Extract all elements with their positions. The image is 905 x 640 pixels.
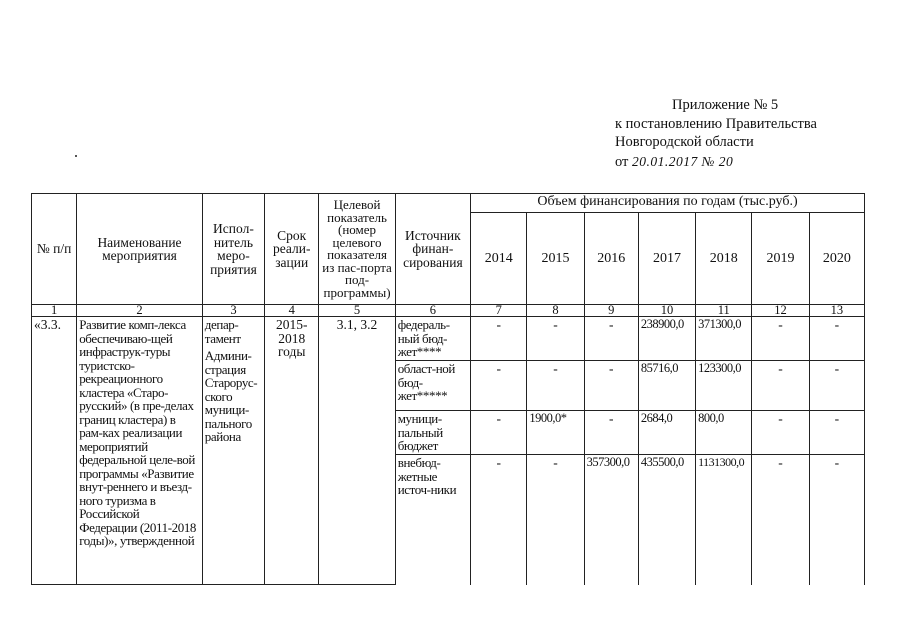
value-cell: 435500,0: [638, 455, 695, 585]
value-cell: -: [471, 317, 527, 361]
scan-speck: [75, 155, 77, 157]
measure-name: Развитие комп-лекса обеспечиваю-щей инфраструк-туры туристско-рекреационного кластера «Старо-русский» (в пре-делах границ кластера) в рам-ках реализации мероприятий федеральной целе-вой программы «Развитие внут-реннего и въезд-ного туризма в Российской Федерации (2011-2018 годы)», утвержденной: [77, 317, 203, 585]
col-header-source: Источник финан-сирования: [395, 194, 470, 305]
col-header-funding: Объем финансирования по годам (тыс.руб.): [471, 194, 865, 213]
year-2014: 2014: [471, 213, 527, 305]
value-cell: -: [809, 317, 864, 361]
col-number: 8: [527, 305, 584, 317]
appendix-date-line: [615, 152, 733, 172]
year-2015: 2015: [527, 213, 584, 305]
executor-admin: Админи-страция Старорус-ского муници-пального района: [204, 348, 258, 444]
term-cell: 2015-2018 годы: [265, 317, 319, 585]
value-cell: -: [809, 455, 864, 585]
year-2020: 2020: [809, 213, 864, 305]
value-cell: -: [752, 361, 809, 411]
source-name: област-ной бюд-жет*****: [395, 361, 470, 411]
value-cell: -: [752, 455, 809, 585]
value-cell: 1900,0*: [527, 411, 584, 455]
year-2016: 2016: [584, 213, 638, 305]
value-cell: 238900,0: [638, 317, 695, 361]
col-number: 1: [32, 305, 77, 317]
value-cell: -: [752, 317, 809, 361]
col-number: 13: [809, 305, 864, 317]
value-cell: -: [527, 361, 584, 411]
value-cell: 123300,0: [696, 361, 752, 411]
col-header-term: Срок реали-зации: [265, 194, 319, 305]
col-number: 11: [696, 305, 752, 317]
value-cell: -: [471, 361, 527, 411]
value-cell: -: [584, 361, 638, 411]
value-cell: 85716,0: [638, 361, 695, 411]
col-header-target: Целевой показатель (номер целевого показателя из пас-порта под-программы): [319, 194, 395, 305]
row-number: «3.3.: [32, 317, 77, 585]
source-name: внебюд-жетные источ-ники: [395, 455, 470, 585]
col-number: 12: [752, 305, 809, 317]
source-name: федераль-ный бюд-жет****: [395, 317, 470, 361]
value-cell: 2684,0: [638, 411, 695, 455]
value-cell: -: [471, 411, 527, 455]
appendix-region: Новгородской области: [615, 134, 754, 150]
year-2018: 2018: [696, 213, 752, 305]
date-prefix: от: [615, 154, 629, 170]
funding-table: [31, 193, 865, 585]
value-cell: -: [752, 411, 809, 455]
col-number: 5: [319, 305, 395, 317]
value-cell: -: [584, 317, 638, 361]
executor-dept: депар-тамент: [204, 317, 241, 346]
target-cell: 3.1, 3.2: [319, 317, 395, 585]
value-cell: 371300,0: [696, 317, 752, 361]
col-number: 4: [265, 305, 319, 317]
col-header-name: Наименование мероприятия: [77, 194, 203, 305]
col-number: 3: [202, 305, 264, 317]
source-name: муници-пальный бюджет: [395, 411, 470, 455]
value-cell: -: [527, 455, 584, 585]
appendix-title: Приложение № 5: [672, 97, 779, 113]
value-cell: -: [471, 455, 527, 585]
table-row: [32, 317, 865, 361]
value-cell: 1131300,0: [696, 455, 752, 585]
value-cell: -: [809, 411, 864, 455]
value-cell: -: [527, 317, 584, 361]
column-number-row: [32, 305, 865, 317]
col-header-executor: Испол-нитель меро-приятия: [202, 194, 264, 305]
appendix-subtitle: к постановлению Правительства: [615, 116, 817, 132]
value-cell: 800,0: [696, 411, 752, 455]
col-number: 9: [584, 305, 638, 317]
year-2017: 2017: [638, 213, 695, 305]
value-cell: -: [809, 361, 864, 411]
date-handwritten: 20.01.2017 № 20: [632, 154, 734, 169]
col-number: 2: [77, 305, 203, 317]
value-cell: -: [584, 411, 638, 455]
value-cell: 357300,0: [584, 455, 638, 585]
col-number: 7: [471, 305, 527, 317]
col-header-num: № п/п: [32, 194, 77, 305]
col-number: 6: [395, 305, 470, 317]
col-number: 10: [638, 305, 695, 317]
executor-cell: [202, 317, 264, 585]
year-2019: 2019: [752, 213, 809, 305]
